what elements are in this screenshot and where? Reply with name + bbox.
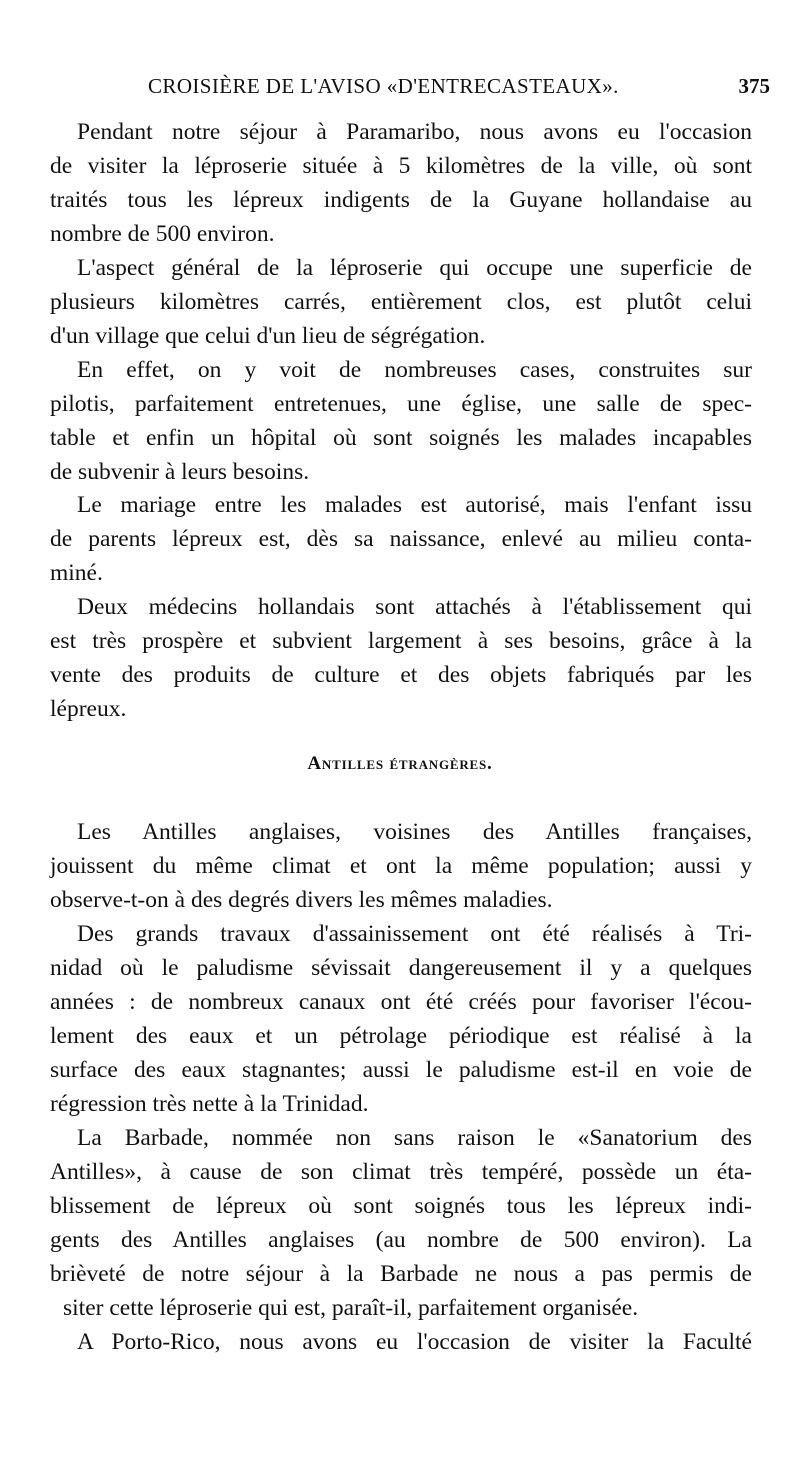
text-line: années : de nombreux canaux ont été créés pour favoriser l'écou- [50,989,752,1015]
text-line: En effet, on y voit de nombreuses cases, construites sur [77,357,752,383]
text-line: d'un village que celui d'un lieu de ségrégation. [50,323,486,349]
text-line: de subvenir à leurs besoins. [50,459,310,485]
text-line: siter cette léproserie qui est, paraît-il, parfaitement organisée. [63,1295,639,1321]
text-line: traités tous les lépreux indigents de la Guyane hollandaise au [50,187,752,213]
text-line: pilotis, parfaitement entretenues, une église, une salle de spec- [50,391,752,417]
text-line: de visiter la léproserie située à 5 kilomètres de la ville, où sont [50,153,752,179]
text-line: de parents lépreux est, dès sa naissance, enlevé au milieu conta- [50,526,752,552]
text-line: lépreux. [50,696,127,722]
text-line: plusieurs kilomètres carrés, entièrement clos, est plutôt celui [50,289,752,315]
running-title: CROISIÈRE DE L'AVISO «D'ENTRECASTEAUX». [148,74,619,98]
text-line: brièveté de notre séjour à la Barbade ne nous a pas permis de [50,1261,752,1287]
text-line: jouissent du même climat et ont la même population; aussi y [50,853,752,879]
text-line: L'aspect général de la léproserie qui occupe une superficie de [77,255,752,281]
text-line: blissement de lépreux où sont soignés tous les lépreux indi- [50,1193,752,1219]
text-line: table et enfin un hôpital où sont soignés les malades incapables [50,425,752,451]
section-heading: Antilles étrangères. [307,753,493,774]
text-line: régression très nette à la Trinidad. [50,1091,369,1117]
text-line: Les Antilles anglaises, voisines des Antilles françaises, [77,819,752,845]
text-line: Antilles», à cause de son climat très tempéré, possède un éta- [50,1159,752,1185]
text-line: Des grands travaux d'assainissement ont été réalisés à Tri- [77,921,752,947]
text-line: lement des eaux et un pétrolage périodique est réalisé à la [50,1023,752,1049]
text-line: La Barbade, nommée non sans raison le «Sanatorium des [77,1125,752,1151]
text-line: gents des Antilles anglaises (au nombre de 500 environ). La [50,1227,752,1253]
text-line: nidad où le paludisme sévissait dangereusement il y a quelques [50,955,752,981]
text-line: miné. [50,560,103,586]
text-line: vente des produits de culture et des objets fabriqués par les [50,662,752,688]
page-number: 375 [738,74,770,98]
text-line: A Porto-Rico, nous avons eu l'occasion de visiter la Faculté [77,1329,752,1355]
running-head [50,74,770,106]
text-line: nombre de 500 environ. [50,221,275,247]
text-line: Le mariage entre les malades est autorisé, mais l'enfant issu [77,492,752,518]
text-line: Pendant notre séjour à Paramaribo, nous avons eu l'occasion [77,119,752,145]
text-line: surface des eaux stagnantes; aussi le paludisme est-il en voie de [50,1057,752,1083]
text-line: observe-t-on à des degrés divers les mêmes maladies. [50,887,553,913]
text-line: Deux médecins hollandais sont attachés à l'établissement qui [77,594,752,620]
text-line: est très prospère et subvient largement à ses besoins, grâce à la [50,628,752,654]
